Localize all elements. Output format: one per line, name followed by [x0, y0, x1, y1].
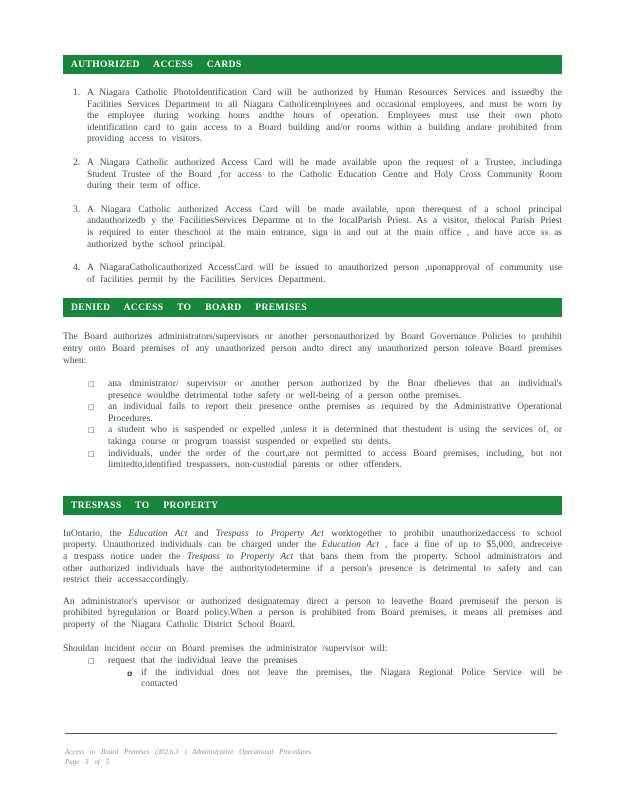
square-bullet-icon: □	[88, 403, 95, 412]
bullet-text: a student who is suspended or expelled ,unless it is determined that thestudent is using the services of, or takinga course or program toassist suspended or expelled stu dents.	[108, 425, 562, 448]
section-header-trespass	[63, 496, 562, 515]
item-number: 3.	[73, 204, 81, 215]
item-text: A Niagara Catholic authorized Access Card will be made available upon the request of a Trustee, includinga Student Trustee of the Board ,for access to the Catholic Education Centre and Holy Cross Community Room during their term of office.	[87, 157, 562, 192]
sub-bullet-text: if the individual does not leave the premises, the Niagara Regional Police Service will be contacted	[141, 667, 562, 690]
square-bullet-icon: □	[88, 449, 95, 458]
section-title: TRESPASS TO PROPERTY	[71, 500, 219, 511]
item-number: 1.	[73, 88, 81, 98]
page-footer	[65, 733, 557, 767]
section-header-authorized-access-cards	[63, 55, 562, 74]
bullet-text: ana dministrator/ supervisor or another person authorized by the Boar dbelieves that an individual's presence wouldbe detrimental tothe safety or well-being of a person onthe premises.	[108, 379, 562, 401]
numbered-item-4	[73, 263, 562, 286]
numbered-item-1	[73, 88, 562, 146]
item-number: 4.	[73, 263, 81, 274]
section-title: AUTHORIZED ACCESS CARDS	[71, 60, 242, 70]
bullet-item	[88, 449, 562, 472]
numbered-item-2	[73, 158, 562, 193]
square-bullet-icon: □	[88, 426, 95, 435]
bullet-item	[88, 425, 562, 448]
bullet-item	[88, 402, 562, 425]
bullet-text: request that the individual leave the premises	[108, 656, 298, 667]
bullet-text: an individual fails to report their presence onthe premises as required by the Administrative Operational Procedures.	[108, 402, 562, 424]
denied-intro-paragraph: The Board authorizes administrators/supervisors or another personauthorized by Board Governance Policies to prohibit entry onto Board premises of any unauthorized person andto direct any unauthorized person toleave Board premises when:	[63, 332, 562, 366]
square-bullet-icon: □	[88, 380, 95, 389]
item-text: A NiagaraCatholicauthorized AccessCard will be issued to anauthorized person ,uponapproval of community use of facilities permit by the Facilities Services Department.	[87, 263, 562, 285]
numbered-item-3	[73, 205, 562, 251]
footer-document-title: Access to Board Premises (302.6.3 ) Administrative Operational Procedures	[65, 748, 311, 756]
page-content	[63, 55, 562, 691]
square-bullet-icon: □	[88, 657, 95, 666]
item-text: A Niagara Catholic authorized Access Card will be made available, upon therequest of a school principal andauthorizedb y the FacilitiesServices Departme nt to the localParish Priest. As a visitor, thelocal Parish Priest is required to enter theschool at the main entrance, sign in and out at the main office , and have acce ss as authorized bythe school principal.	[87, 204, 562, 250]
trespass-paragraph-2: An administrator's upervisor or authorized designatemay direct a person to leavethe Board premisesif the person is prohibited byregulation or Board policy.When a person is prohibited from Board premises, it means all premises and property of the Niagara Catholic District School Board.	[63, 596, 562, 630]
item-number: 2.	[73, 157, 81, 168]
bullet-item	[88, 656, 562, 668]
trespass-paragraph-3: Shouldan incident occur on Board premises the administrator /supervisor will:	[63, 643, 388, 654]
section-header-denied-access	[63, 298, 562, 317]
circle-bullet-icon: o	[127, 668, 133, 678]
footer-page-number: Page 3 of 5	[65, 758, 110, 766]
denied-bullet-list	[63, 379, 562, 472]
sub-bullet-item	[127, 668, 562, 691]
item-text: A Niagara Catholic PhotoIdentification Card will be authorized by Human Resources Services and issuedby the Facilities Services Department to all Niagara Catholicemployees and occasional employees, and must be worn by the employee during working hours andthe hours of operation. Employees must use their own photo identification card to gain access to a Board building and/or rooms within a building andare prohibited from providing access to visitors.	[87, 88, 562, 145]
bullet-item	[88, 379, 562, 402]
bullet-text: individuals, under the order of the court,are not permitted to access Board premises, including, but not limitedto,identified trespassers, non-custodial parents or other offenders.	[108, 448, 562, 471]
trespass-paragraph-1: InOntario, the Education Act and Trespass to Property Act worktogether to prohibit unauthorizedaccess to school property. Unauthorized individuals can be charged under the Education Act , face a fine of up to $5,000, andreceive a trespass notice under the Trespass to Property Act that bans them from the property. School administrators and other authorized individuals have the authoritytodetermine if a person's presence is detrimental to safety and can restrict their accessaccordingly.	[63, 528, 562, 586]
section-title: DENIED ACCESS TO BOARD PREMISES	[71, 303, 308, 314]
